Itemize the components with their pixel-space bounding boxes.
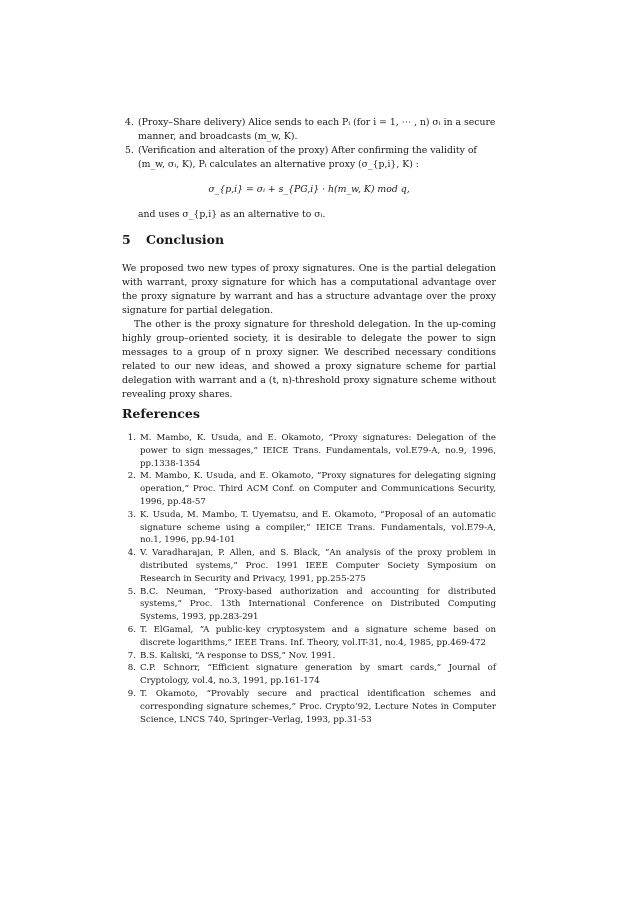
reference-number: 8. [127, 663, 136, 674]
step-text: (Verification and alteration of the proxy) After confirming the validity of (m_w, σᵢ, K), Pᵢ calculates an alternative proxy (σ_{p,i}, K) : [138, 145, 477, 170]
step-tail-text: and uses σ_{p,i} as an alternative to σᵢ. [138, 209, 326, 220]
conclusion-body [122, 262, 496, 402]
display-equation: σ_{p,i} = σᵢ + s_{PG,i} · h(m_w, K) mod q, [208, 184, 410, 195]
section-heading [122, 232, 224, 247]
protocol-step-5 [122, 144, 496, 172]
section-title: Conclusion [146, 232, 225, 247]
reference-number: 7. [127, 650, 136, 661]
reference-text: T. ElGamal, “A public-key cryptosystem and a signature scheme based on discrete logarithms,” IEEE Trans. Inf. Theory, vol.IT-31, no.4, 1985, pp.469-472 [140, 624, 496, 648]
references-list [122, 432, 496, 726]
reference-number: 5. [127, 586, 136, 597]
reference-text: K. Usuda, M. Mambo, T. Uyematsu, and E. Okamoto, “Proposal of an automatic signature scheme using a compiler,” IEICE Trans. Fundamentals, vol.E79-A, no.1, 1996, pp.94-101 [140, 509, 496, 546]
reference-text: B.S. Kaliski, “A response to DSS,” Nov. 1991. [140, 650, 336, 661]
reference-number: 9. [127, 688, 136, 699]
reference-item [122, 586, 496, 624]
reference-item [122, 662, 496, 688]
protocol-step-4 [122, 116, 496, 144]
step-number: 4. [125, 117, 134, 128]
reference-number: 2. [127, 471, 136, 482]
reference-item [122, 509, 496, 547]
step-number: 5. [125, 145, 134, 156]
reference-item [122, 688, 496, 726]
reference-item [122, 547, 496, 585]
step-text: (Proxy–Share delivery) Alice sends to each Pᵢ (for i = 1, ⋯ , n) σᵢ in a secure manner, and broadcasts (m_w, K). [138, 117, 496, 142]
reference-item [122, 624, 496, 650]
conclusion-paragraph: The other is the proxy signature for threshold delegation. In the up-coming highly group–oriented society, it is desirable to delegate the power to sign messages to a group of n proxy signer. We described necessary conditions related to our new ideas, and showed a proxy signature scheme for partial delegation with warrant and a (t, n)-threshold proxy signature scheme without revealing proxy shares. [122, 319, 496, 400]
reference-number: 4. [127, 548, 136, 559]
reference-text: C.P. Schnorr, “Efficient signature generation by smart cards,” Journal of Cryptology, vol.4, no.3, 1991, pp.161-174 [140, 663, 496, 687]
reference-text: B.C. Neuman, “Proxy-based authorization and accounting for distributed systems,” Proc. 13th International Conference on Distributed Computing Systems, 1993, pp.283-291 [140, 586, 496, 623]
conclusion-paragraph: We proposed two new types of proxy signatures. One is the partial delegation with warrant, proxy signature for which has a computational advantage over the proxy signature by warrant and has a structure advantage over the proxy signature for partial delegation. [122, 263, 496, 316]
reference-number: 6. [127, 624, 136, 635]
protocol-steps [122, 116, 496, 222]
reference-item [122, 470, 496, 508]
section-number: 5 [122, 232, 131, 247]
references-heading: References [122, 406, 200, 421]
reference-text: T. Okamoto, “Provably secure and practical identification schemes and corresponding signature schemes,” Proc. Crypto’92, Lecture Notes in Computer Science, LNCS 740, Springer–Verlag, 1993, pp.31-53 [140, 688, 496, 725]
reference-item [122, 432, 496, 470]
reference-number: 3. [127, 509, 136, 520]
reference-text: V. Varadharajan, P. Allen, and S. Black, ”An analysis of the proxy problem in distributed systems,” Proc. 1991 IEEE Computer Society Symposium on Research in Security and Privacy, 1991, pp.255-275 [140, 548, 496, 584]
reference-item [122, 650, 496, 663]
reference-number: 1. [127, 433, 136, 443]
reference-text: M. Mambo, K. Usuda, and E. Okamoto, “Proxy signatures for delegating signing operation,” Proc. Third ACM Conf. on Computer and Communications Security, 1996, pp.48-57 [140, 471, 496, 507]
reference-text: M. Mambo, K. Usuda, and E. Okamoto, “Proxy signatures: Delegation of the power to sign messages,” IEICE Trans. Fundamentals, vol.E79-A, no.9, 1996, pp.1338-1354 [140, 433, 496, 469]
